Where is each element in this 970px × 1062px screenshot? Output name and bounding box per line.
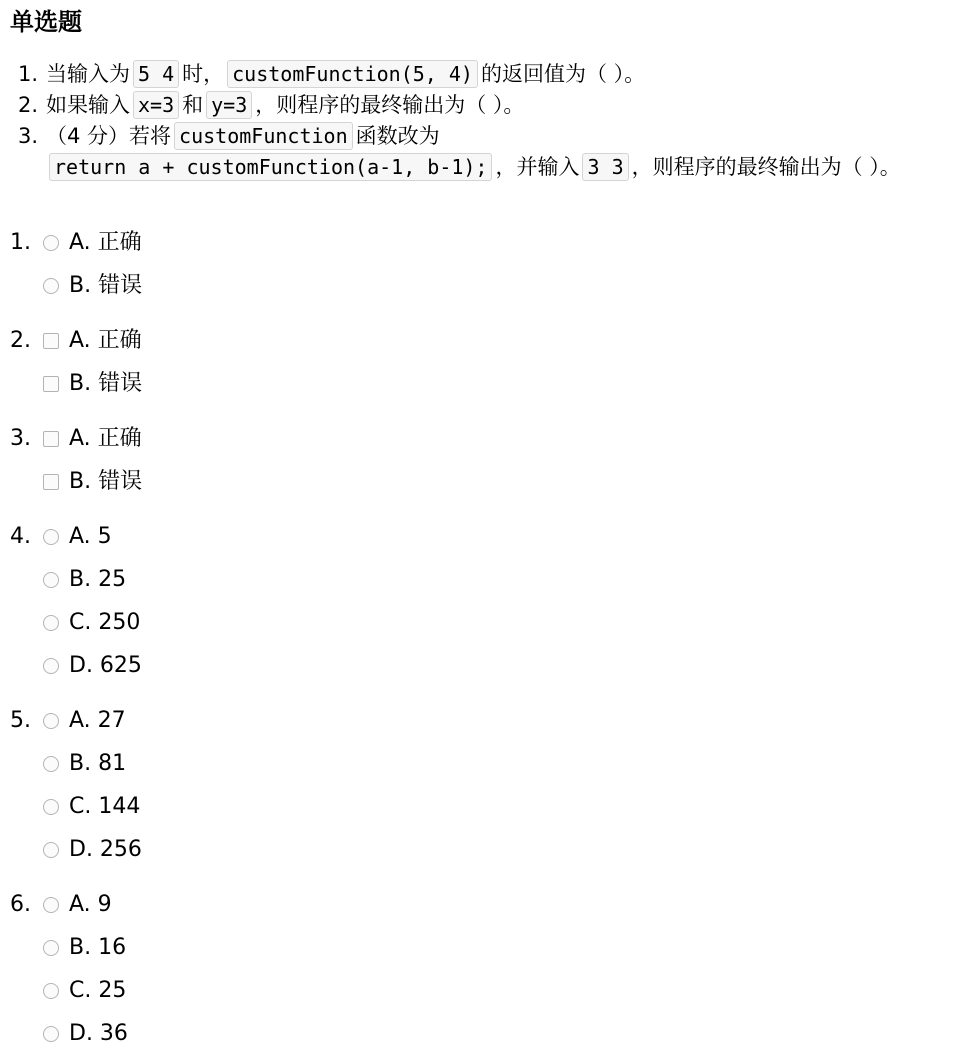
radio-button[interactable] bbox=[43, 940, 59, 956]
option-label: A. 正确 bbox=[69, 426, 142, 451]
radio-button[interactable] bbox=[43, 713, 59, 729]
option-label: B. 错误 bbox=[69, 273, 143, 298]
radio-option[interactable] bbox=[40, 270, 142, 302]
question-number: 5. bbox=[10, 708, 31, 733]
radio-option[interactable] bbox=[40, 889, 112, 921]
stem-text: 的返回值为（ ）。 bbox=[480, 62, 646, 86]
question-number: 2. bbox=[10, 328, 31, 353]
option-label: A. 5 bbox=[69, 524, 112, 549]
checkbox[interactable] bbox=[43, 333, 59, 349]
radio-option[interactable] bbox=[40, 607, 140, 639]
question-number: 1. bbox=[10, 230, 31, 255]
stem-number: 2. bbox=[18, 93, 39, 117]
stem-text: 函数改为 bbox=[355, 124, 440, 148]
inline-code: customFunction bbox=[174, 122, 353, 150]
option-label: B. 81 bbox=[69, 751, 127, 776]
radio-option[interactable] bbox=[40, 1018, 128, 1050]
inline-code: x=3 bbox=[133, 91, 179, 119]
radio-button[interactable] bbox=[43, 529, 59, 545]
stem-text: ，则程序的最终输出为（ ）。 bbox=[631, 155, 901, 179]
radio-option[interactable] bbox=[40, 650, 142, 682]
stem-text: 如果输入 bbox=[46, 93, 130, 117]
inline-code: 3 3 bbox=[582, 153, 628, 181]
option-label: A. 正确 bbox=[69, 230, 142, 255]
checkbox-option[interactable] bbox=[40, 466, 142, 498]
checkbox[interactable] bbox=[43, 431, 59, 447]
checkbox[interactable] bbox=[43, 376, 59, 392]
stem-text: 和 bbox=[182, 93, 204, 117]
option-label: C. 250 bbox=[69, 610, 141, 635]
question-stem bbox=[0, 59, 966, 90]
checkbox-option[interactable] bbox=[40, 325, 142, 357]
option-label: B. 错误 bbox=[69, 371, 143, 396]
radio-button[interactable] bbox=[43, 1026, 59, 1042]
checkbox-option[interactable] bbox=[40, 368, 142, 400]
option-label: B. 25 bbox=[69, 567, 127, 592]
stem-number: 1. bbox=[18, 62, 39, 86]
question-number: 3. bbox=[10, 426, 31, 451]
radio-button[interactable] bbox=[43, 658, 59, 674]
radio-button[interactable] bbox=[43, 897, 59, 913]
checkbox-option[interactable] bbox=[40, 423, 142, 455]
radio-option[interactable] bbox=[40, 932, 126, 964]
option-label: C. 144 bbox=[69, 794, 141, 819]
radio-button[interactable] bbox=[43, 572, 59, 588]
stem-text: ，则程序的最终输出为（ ）。 bbox=[255, 93, 525, 117]
radio-button[interactable] bbox=[43, 842, 59, 858]
stem-number: 3. bbox=[18, 124, 39, 148]
question-number: 4. bbox=[10, 524, 31, 549]
radio-option[interactable] bbox=[40, 791, 140, 823]
radio-option[interactable] bbox=[40, 564, 126, 596]
option-label: D. 625 bbox=[69, 653, 142, 678]
question-stem bbox=[0, 90, 966, 121]
radio-button[interactable] bbox=[43, 756, 59, 772]
radio-option[interactable] bbox=[40, 521, 112, 553]
option-label: B. 错误 bbox=[69, 469, 143, 494]
option-label: A. 27 bbox=[69, 708, 126, 733]
radio-option[interactable] bbox=[40, 834, 142, 866]
checkbox[interactable] bbox=[43, 474, 59, 490]
option-label: A. 9 bbox=[69, 892, 112, 917]
option-label: B. 16 bbox=[69, 935, 127, 960]
stem-text: 时， bbox=[182, 62, 225, 86]
stem-text: ，并输入 bbox=[495, 155, 580, 179]
radio-button[interactable] bbox=[43, 983, 59, 999]
stem-text: 当输入为 bbox=[46, 62, 130, 86]
inline-code: y=3 bbox=[206, 91, 252, 119]
option-label: D. 36 bbox=[69, 1021, 128, 1046]
question-number: 6. bbox=[10, 892, 31, 917]
inline-code: customFunction(5, 4) bbox=[227, 60, 478, 88]
option-label: C. 25 bbox=[69, 978, 127, 1003]
radio-option[interactable] bbox=[40, 748, 126, 780]
stem-text: （4 分）若将 bbox=[46, 124, 172, 148]
inline-code: 5 4 bbox=[133, 60, 179, 88]
option-label: D. 256 bbox=[69, 837, 142, 862]
radio-option[interactable] bbox=[40, 227, 142, 259]
radio-button[interactable] bbox=[43, 799, 59, 815]
radio-button[interactable] bbox=[43, 615, 59, 631]
question-stems bbox=[0, 59, 966, 183]
question-stem bbox=[0, 121, 966, 183]
section-title: 单选题 bbox=[10, 8, 82, 36]
inline-code: return a + customFunction(a-1, b-1); bbox=[49, 153, 492, 181]
radio-option[interactable] bbox=[40, 975, 126, 1007]
radio-option[interactable] bbox=[40, 705, 126, 737]
radio-button[interactable] bbox=[43, 278, 59, 294]
radio-button[interactable] bbox=[43, 235, 59, 251]
option-label: A. 正确 bbox=[69, 328, 142, 353]
